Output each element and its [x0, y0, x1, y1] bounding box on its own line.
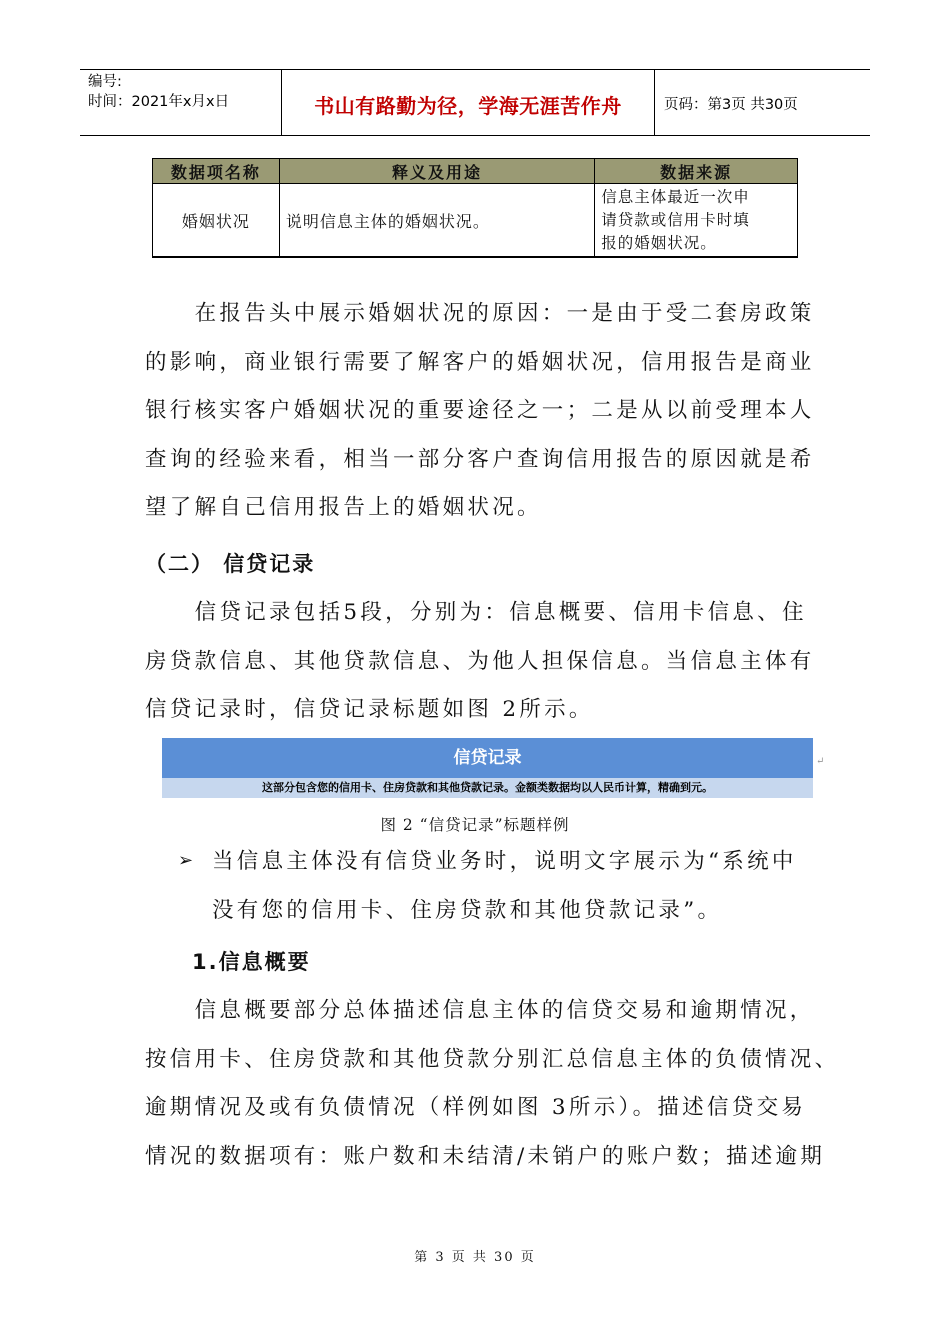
- paragraph-line: 查询的经验来看，相当一部分客户查询信用报告的原因就是希: [145, 446, 815, 472]
- bullet-line: 当信息主体没有信贷业务时，说明文字展示为“系统中: [212, 849, 797, 874]
- page-footer: 第 3 页 共 30 页: [414, 1250, 536, 1265]
- bullet-item: [212, 838, 812, 935]
- paragraph-line: 望了解自己信用报告上的婚姻状况。: [145, 495, 542, 520]
- figure-banner: [162, 738, 813, 798]
- banner-note: 这部分包含您的信用卡、住房贷款和其他贷款记录。金额类数据均以人民币计算，精确到元。: [162, 778, 813, 798]
- header-bottom-rule: [80, 135, 870, 136]
- paragraph-line: 房贷款信息、其他贷款信息、为他人担保信息。当信息主体有: [145, 648, 815, 674]
- table-cell-name: 婚姻状况: [153, 184, 280, 258]
- paragraph-mark-icon: ↵: [816, 756, 825, 767]
- paragraph-line: 信贷记录时，信贷记录标题如图 2所示。: [145, 697, 594, 722]
- paragraph-line: 信息概要部分总体描述信息主体的信贷交易和逾期情况，: [145, 998, 815, 1023]
- table-header-cell: 释义及用途: [279, 159, 594, 184]
- document-number-label: 编号:: [88, 74, 122, 90]
- paragraph-marital-status: [145, 290, 815, 533]
- banner-title: 信贷记录: [162, 738, 813, 778]
- subsection-heading: 1.信息概要: [192, 950, 311, 974]
- source-line: 信息主体最近一次申: [601, 187, 750, 206]
- paragraph-credit-records: [145, 589, 815, 735]
- table-cell-meaning: 说明信息主体的婚姻状况。: [279, 184, 594, 258]
- source-line: 报的婚姻状况。: [601, 233, 717, 252]
- paragraph-line: 在报告头中展示婚姻状况的原因：一是由于受二套房政策: [145, 301, 815, 326]
- arrow-bullet-icon: ➢: [178, 850, 194, 871]
- paragraph-line: 按信用卡、住房贷款和其他贷款分别汇总信息主体的负债情况、: [145, 1046, 840, 1072]
- table-header-cell: 数据来源: [595, 159, 798, 184]
- header-top-rule: [80, 69, 870, 70]
- header-page-info: 页码：第3页 共30页: [664, 97, 798, 113]
- source-line: 请贷款或信用卡时填: [601, 210, 750, 229]
- header-divider: [654, 69, 655, 136]
- paragraph-line: 情况的数据项有：账户数和未结清/未销户的账户数；描述逾期: [145, 1143, 826, 1169]
- paragraph-line: 银行核实客户婚姻状况的重要途径之一；二是从以前受理本人: [145, 398, 815, 423]
- data-item-table: [152, 158, 798, 258]
- table-cell-source: [595, 184, 798, 258]
- table-row: [153, 184, 798, 258]
- paragraph-line: 的影响，商业银行需要了解客户的婚姻状况，信用报告是商业: [145, 349, 815, 375]
- bullet-line: 没有您的信用卡、住房贷款和其他贷款记录”。: [212, 897, 723, 923]
- section-heading: （二） 信贷记录: [145, 552, 316, 576]
- document-time-label: 时间：2021年x月x日: [88, 94, 230, 110]
- paragraph-summary: [145, 987, 840, 1181]
- header-left-block: [88, 72, 229, 112]
- figure-caption: 图 2 “信贷记录”标题样例: [380, 816, 570, 834]
- header-motto: 书山有路勤为径，学海无涯苦作舟: [314, 94, 622, 118]
- table-header-row: [153, 159, 798, 184]
- paragraph-line: 信贷记录包括5段，分别为：信息概要、信用卡信息、住: [145, 600, 807, 625]
- table-header-cell: 数据项名称: [153, 159, 280, 184]
- paragraph-line: 逾期情况及或有负债情况（样例如图 3所示）。描述信贷交易: [145, 1095, 807, 1120]
